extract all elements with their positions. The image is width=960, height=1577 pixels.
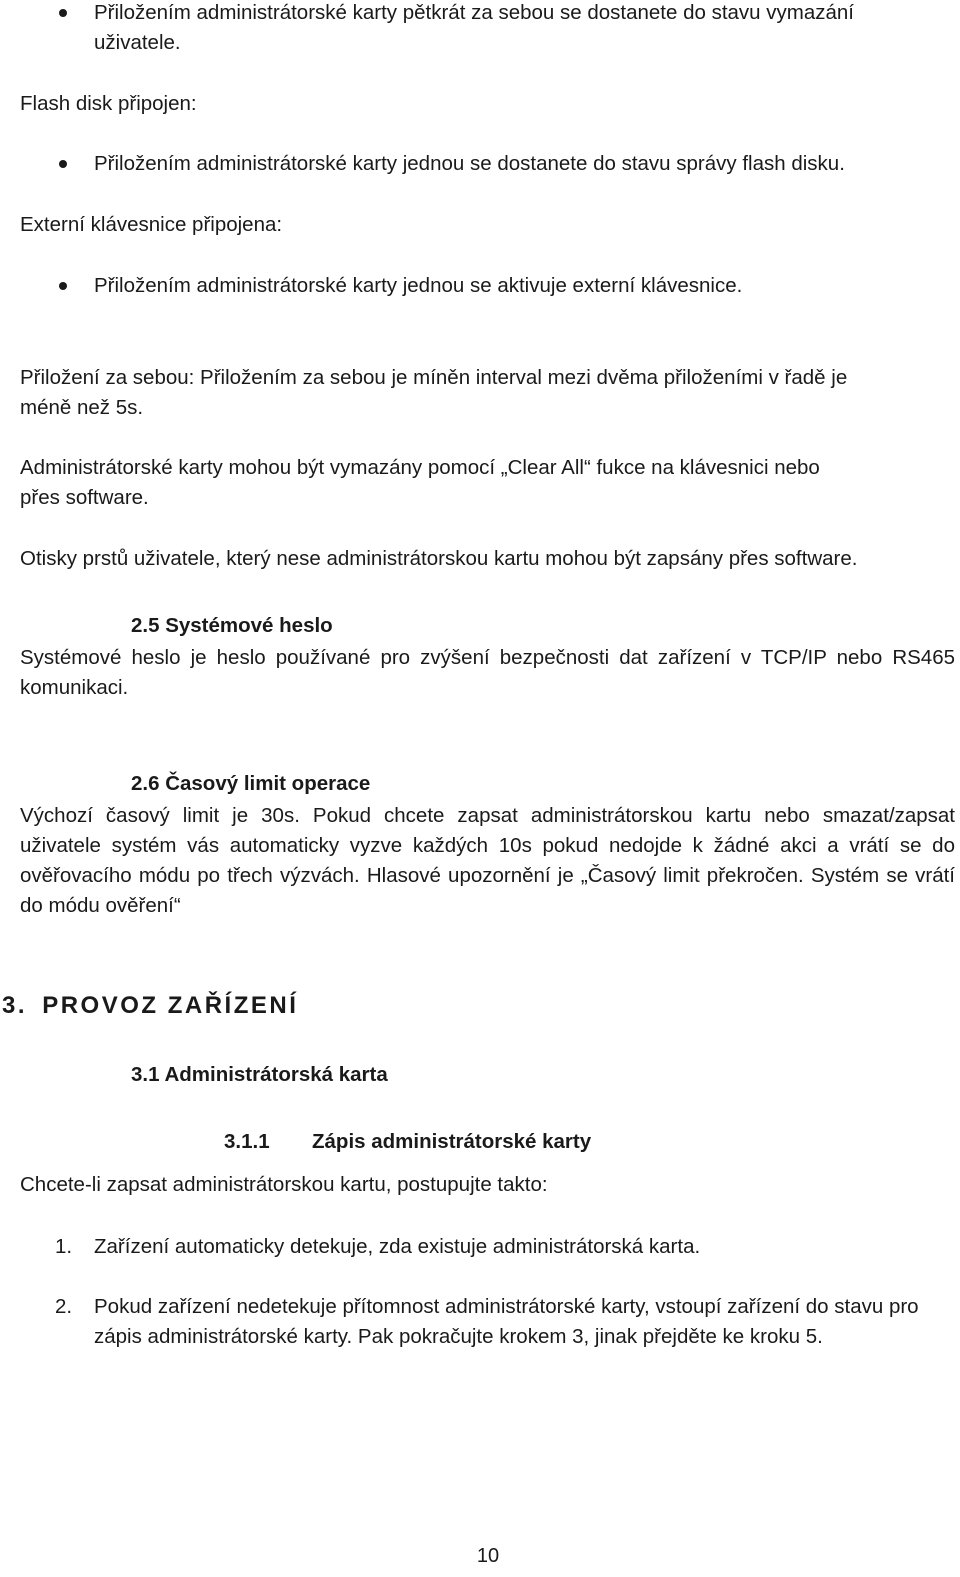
paragraph-fingerprints: Otisky prstů uživatele, který nese administrátorskou kartu mohou být zapsány přes software. — [20, 547, 858, 570]
section-number: 3.1.1 — [224, 1130, 270, 1153]
section-2-6-text: Výchozí časový limit je 30s. Pokud chcete zapsat administrátorskou kartu nebo smazat/zapsat uživatele systém vás automaticky vyzve každých 10s pokud nedojde k žádné akci a vrátí se do ověřovacího módu po třech výzvách. Hlasové upozornění je „Časový limit překročen. Systém se vrátí do módu ověření“ — [20, 804, 955, 917]
section-heading-2-5 — [131, 613, 333, 639]
section-title: Systémové heslo — [165, 614, 333, 637]
step-text: Pokud zařízení nedetekuje přítomnost administrátorské karty, vstoupí zařízení do stavu pro zápis administrátorské karty. Pak pokračujte krokem 3, jinak přejděte ke kroku 5. — [94, 1295, 919, 1348]
section-number: 2.6 — [131, 772, 160, 795]
bullet-dot — [59, 9, 67, 17]
bullet-dot — [59, 282, 67, 290]
flash-disk-label: Flash disk připojen: — [20, 92, 197, 115]
section-title: Časový limit operace — [165, 772, 371, 795]
section-number: 2.5 — [131, 614, 160, 637]
step-number: 2. — [55, 1295, 73, 1318]
section-title-3-1-1: Zápis administrátorské karty — [312, 1130, 592, 1153]
keyboard-label: Externí klávesnice připojena: — [20, 213, 283, 236]
section-number: 3.1 — [131, 1063, 160, 1086]
section-2-5-text: Systémové heslo je heslo používané pro zvýšení bezpečnosti dat zařízení v TCP/IP nebo RS465 komunikaci. — [20, 646, 955, 699]
paragraph-sequence-line: Přiložení za sebou: Přiložením za sebou je míněn interval mezi dvěma přiloženími v řadě je — [20, 366, 848, 389]
step-number: 1. — [55, 1235, 73, 1258]
chapter-title: PROVOZ ZAŘÍZENÍ — [42, 992, 299, 1019]
page-number: 10 — [476, 1545, 500, 1567]
paragraph-sequence-line: méně než 5s. — [20, 396, 144, 419]
paragraph-clear-line: přes software. — [20, 486, 149, 509]
section-title: Administrátorská karta — [164, 1063, 388, 1086]
paragraph-clear-line: Administrátorské karty mohou být vymazány pomocí „Clear All“ fukce na klávesnici nebo — [20, 456, 820, 479]
flash-disk-bullet: Přiložením administrátorské karty jednou se dostanete do stavu správy flash disku. — [94, 152, 845, 175]
bullet-text-line: uživatele. — [94, 31, 181, 54]
chapter-number: 3. — [2, 992, 28, 1019]
bullet-text-line: Přiložením administrátorské karty pětkrát za sebou se dostanete do stavu vymazání — [94, 1, 855, 24]
step-text: Zařízení automaticky detekuje, zda existuje administrátorská karta. — [94, 1235, 701, 1258]
section-heading-2-6 — [131, 771, 370, 797]
section-heading-3-1 — [131, 1062, 388, 1088]
section-heading-3-1-1 — [224, 1129, 270, 1155]
keyboard-bullet: Přiložením administrátorské karty jednou se aktivuje externí klávesnice. — [94, 274, 743, 297]
bullet-dot — [59, 160, 67, 168]
procedure-intro: Chcete-li zapsat administrátorskou kartu, postupujte takto: — [20, 1173, 548, 1196]
chapter-heading-3 — [2, 991, 298, 1021]
